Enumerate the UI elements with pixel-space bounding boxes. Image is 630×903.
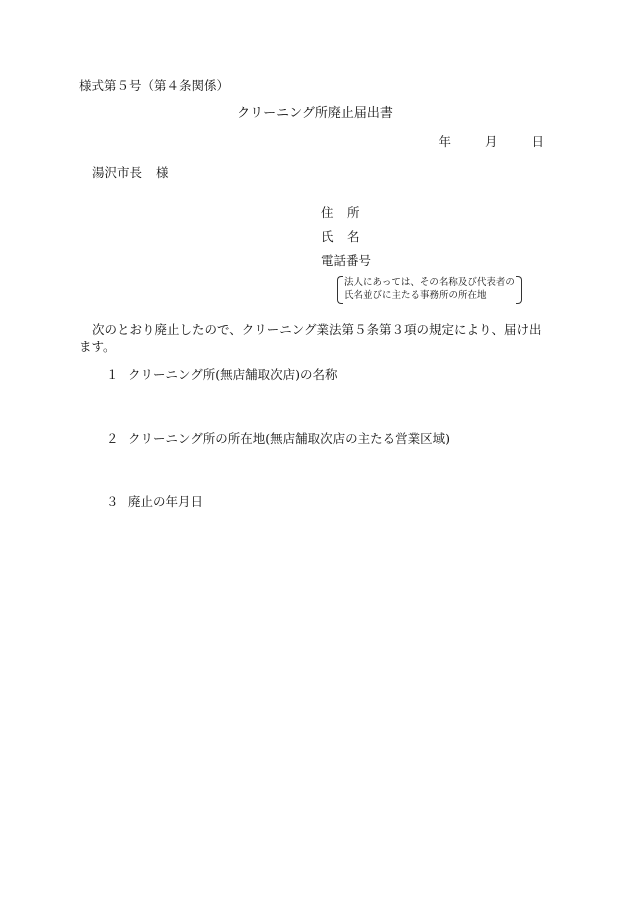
date-line (438, 136, 544, 149)
item-label: クリーニング所(無店舗取次店)の名称 (128, 367, 338, 382)
date-month: 月 (484, 134, 498, 149)
addressee (92, 167, 169, 180)
item-label: 廃止の年月日 (128, 494, 204, 509)
note-line-1: 法人にあっては、その名称及び代表者の (344, 277, 515, 288)
body-paragraph: 次のとおり廃止したので、クリーニング業法第５条第３項の規定により、届け出ます。 (79, 322, 542, 354)
name-label-2: 名 (347, 229, 360, 244)
address-label-1: 住 (321, 205, 334, 220)
item-number: １ (106, 367, 119, 382)
applicant-fields (321, 207, 371, 279)
phone-label: 電話番号 (321, 253, 372, 268)
item-3 (106, 496, 203, 509)
item-number: ２ (106, 431, 119, 446)
address-field (321, 207, 371, 231)
address-label-2: 所 (347, 205, 360, 220)
note-right-bracket (516, 276, 522, 304)
item-label: クリーニング所の所在地(無店舗取次店の主たる営業区域) (128, 431, 451, 446)
item-1 (106, 369, 338, 382)
addressee-name: 湯沢市長 (92, 165, 143, 180)
corporation-note (344, 276, 515, 302)
note-line-2: 氏名並びに主たる事務所の所在地 (344, 290, 487, 301)
note-left-bracket (337, 276, 343, 304)
name-label-1: 氏 (321, 229, 334, 244)
form-number: 様式第５号（第４条関係） (79, 78, 230, 93)
item-number: ３ (106, 494, 119, 509)
addressee-honorific: 様 (156, 165, 169, 180)
date-year: 年 (438, 134, 451, 149)
item-2 (106, 433, 450, 446)
document-title: クリーニング所廃止届出書 (237, 106, 393, 121)
date-day: 日 (531, 134, 544, 149)
name-field (321, 231, 371, 255)
